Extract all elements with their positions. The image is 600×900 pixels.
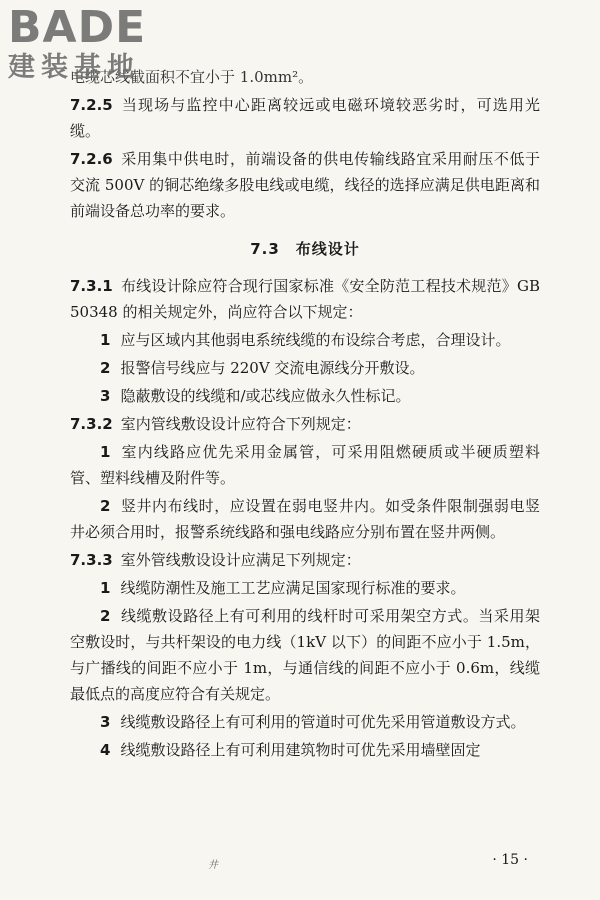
item-text: 线缆敷设路径上有可利用的管道时可优先采用管道敷设方式。: [120, 713, 526, 731]
clause-number: 7.2.5: [70, 96, 113, 114]
item-text: 隐蔽敷设的线缆和/或芯线应做永久性标记。: [120, 387, 411, 405]
clause-7-2-6: [70, 146, 540, 224]
clause-number: 7.3.3: [70, 551, 113, 569]
list-item: [70, 709, 540, 735]
page-number: · 15 ·: [492, 852, 528, 868]
section-title: 7.3 布线设计: [250, 240, 360, 258]
clause-7-3-1: [70, 273, 540, 325]
clause-7-2-5: [70, 92, 540, 144]
clause-text: 采用集中供电时，前端设备的供电传输线路宜采用耐压不低于交流 500V 的铜芯绝缘多股电线或电缆，线径的选择应满足供电距离和前端设备总功率的要求。: [70, 150, 540, 220]
item-text: 线缆敷设路径上有可利用的线杆时可采用架空方式。当采用架空敷设时，与共杆架设的电力线（1kV 以下）的间距不应小于 1.5m，与广播线的间距不应小于 1m，与通信线的间距不应小于 0.6m，线缆最低点的高度应符合有关规定。: [70, 607, 540, 703]
item-text: 报警信号线应与 220V 交流电源线分开敷设。: [120, 359, 425, 377]
list-item: [70, 575, 540, 601]
item-number: 3: [100, 713, 111, 731]
logo-subtitle: 建装基地: [8, 52, 140, 83]
item-number: 2: [100, 497, 111, 515]
clause-text: 室内管线敷设设计应符合下列规定：: [120, 415, 361, 433]
item-number: 2: [100, 359, 111, 377]
list-item: [70, 737, 540, 763]
list-item: [70, 383, 540, 409]
item-text: 线缆防潮性及施工工艺应满足国家现行标准的要求。: [120, 579, 466, 597]
item-text: 应与区域内其他弱电系统线缆的布设综合考虑，合理设计。: [120, 331, 511, 349]
clause-number: 7.3.1: [70, 277, 113, 295]
item-number: 3: [100, 387, 111, 405]
item-text: 线缆敷设路径上有可利用建筑物时可优先采用墙壁固定: [120, 741, 481, 759]
footer-mark: 井: [208, 860, 218, 871]
logo-wordmark: BADE: [8, 2, 147, 53]
list-item: [70, 327, 540, 353]
clause-number: 7.2.6: [70, 150, 113, 168]
list-item: [70, 603, 540, 707]
watermark-logo: [8, 2, 178, 96]
clause-text: 当现场与监控中心距离较远或电磁环境较恶劣时，可选用光缆。: [70, 96, 540, 140]
item-number: 1: [100, 579, 111, 597]
item-text: 室内线路应优先采用金属管，可采用阻燃硬质或半硬质塑料管、塑料线槽及附件等。: [70, 443, 540, 487]
item-number: 1: [100, 443, 111, 461]
item-number: 2: [100, 607, 111, 625]
page-content: [70, 64, 540, 765]
list-item: [70, 355, 540, 381]
continued-text: 电缆芯线截面积不宜小于 1.0mm²。: [70, 68, 314, 86]
clause-number: 7.3.2: [70, 415, 113, 433]
clause-text: 布线设计除应符合现行国家标准《安全防范工程技术规范》GB 50348 的相关规定外，尚应符合以下规定：: [70, 277, 540, 321]
item-number: 4: [100, 741, 111, 759]
list-item: [70, 439, 540, 491]
list-item: [70, 493, 540, 545]
clause-7-3-3: [70, 547, 540, 573]
item-number: 1: [100, 331, 111, 349]
item-text: 竖井内布线时，应设置在弱电竖井内。如受条件限制强弱电竖井必须合用时，报警系统线路和强电线路应分别布置在竖井两侧。: [70, 497, 540, 541]
clause-7-3-2: [70, 411, 540, 437]
clause-text: 室外管线敷设设计应满足下列规定：: [120, 551, 361, 569]
